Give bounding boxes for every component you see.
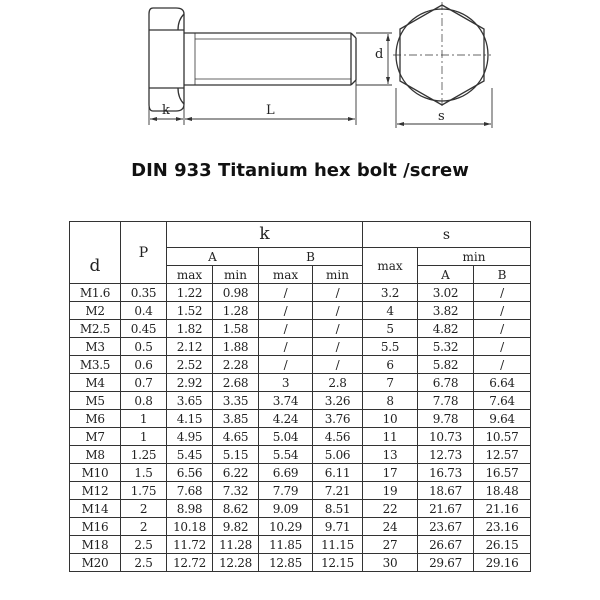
cell-sa-min: 6.78: [418, 374, 474, 392]
cell-ka-max: 3.65: [167, 392, 213, 410]
cell-ka-min: 9.82: [213, 518, 259, 536]
cell-kb-min: /: [313, 356, 363, 374]
cell-p: 0.45: [121, 320, 167, 338]
table-row: [70, 320, 531, 338]
bolt-head-end-view: [393, 2, 491, 108]
bolt-technical-drawing: [0, 0, 600, 140]
table-row: [70, 518, 531, 536]
cell-ka-min: 1.88: [213, 338, 259, 356]
cell-p: 0.4: [121, 302, 167, 320]
header-k-B-max: max: [259, 266, 313, 284]
cell-sa-min: 9.78: [418, 410, 474, 428]
cell-sb-min: /: [474, 302, 531, 320]
table-row: [70, 392, 531, 410]
cell-d: M5: [70, 392, 121, 410]
cell-sb-min: /: [474, 338, 531, 356]
cell-s-max: 7: [363, 374, 418, 392]
cell-kb-min: /: [313, 338, 363, 356]
cell-d: M6: [70, 410, 121, 428]
cell-s-max: 3.2: [363, 284, 418, 302]
header-k-B-min: min: [313, 266, 363, 284]
cell-s-max: 6: [363, 356, 418, 374]
cell-p: 1.25: [121, 446, 167, 464]
table-row: [70, 302, 531, 320]
table-row: [70, 410, 531, 428]
cell-ka-min: 7.32: [213, 482, 259, 500]
cell-p: 0.35: [121, 284, 167, 302]
cell-d: M10: [70, 464, 121, 482]
bolt-shank-side-view: [184, 33, 356, 85]
cell-sb-min: /: [474, 284, 531, 302]
cell-ka-min: 1.28: [213, 302, 259, 320]
cell-ka-min: 2.28: [213, 356, 259, 374]
cell-d: M12: [70, 482, 121, 500]
table-row: [70, 536, 531, 554]
cell-ka-min: 6.22: [213, 464, 259, 482]
cell-kb-min: 2.8: [313, 374, 363, 392]
cell-sa-min: 7.78: [418, 392, 474, 410]
cell-kb-max: 12.85: [259, 554, 313, 572]
cell-p: 1.75: [121, 482, 167, 500]
header-s-min-A: A: [418, 266, 474, 284]
cell-ka-min: 5.15: [213, 446, 259, 464]
table-body: [70, 284, 531, 572]
cell-sb-min: 18.48: [474, 482, 531, 500]
cell-ka-min: 1.58: [213, 320, 259, 338]
cell-kb-min: 11.15: [313, 536, 363, 554]
cell-sb-min: /: [474, 320, 531, 338]
cell-p: 1: [121, 410, 167, 428]
header-s-max: max: [363, 248, 418, 284]
cell-s-max: 17: [363, 464, 418, 482]
cell-sa-min: 3.02: [418, 284, 474, 302]
cell-ka-max: 4.95: [167, 428, 213, 446]
cell-s-max: 10: [363, 410, 418, 428]
table-row: [70, 464, 531, 482]
cell-d: M1.6: [70, 284, 121, 302]
cell-kb-max: /: [259, 320, 313, 338]
cell-kb-max: 11.85: [259, 536, 313, 554]
cell-sb-min: 9.64: [474, 410, 531, 428]
cell-d: M8: [70, 446, 121, 464]
header-d: d: [70, 222, 121, 284]
cell-kb-max: 4.24: [259, 410, 313, 428]
header-s: s: [363, 222, 531, 248]
cell-ka-max: 1.82: [167, 320, 213, 338]
header-k-A: A: [167, 248, 259, 266]
cell-sa-min: 4.82: [418, 320, 474, 338]
cell-s-max: 13: [363, 446, 418, 464]
cell-d: M20: [70, 554, 121, 572]
cell-d: M3: [70, 338, 121, 356]
cell-s-max: 27: [363, 536, 418, 554]
cell-ka-max: 5.45: [167, 446, 213, 464]
cell-sb-min: 16.57: [474, 464, 531, 482]
bolt-head-side-view: [149, 8, 184, 111]
cell-ka-min: 12.28: [213, 554, 259, 572]
cell-kb-min: 4.56: [313, 428, 363, 446]
cell-kb-max: 6.69: [259, 464, 313, 482]
cell-ka-min: 3.85: [213, 410, 259, 428]
cell-ka-max: 7.68: [167, 482, 213, 500]
cell-kb-min: 3.76: [313, 410, 363, 428]
cell-p: 2: [121, 500, 167, 518]
cell-sa-min: 10.73: [418, 428, 474, 446]
cell-p: 2.5: [121, 554, 167, 572]
cell-kb-max: /: [259, 338, 313, 356]
cell-kb-min: /: [313, 284, 363, 302]
cell-ka-max: 10.18: [167, 518, 213, 536]
header-k-A-max: max: [167, 266, 213, 284]
cell-p: 0.6: [121, 356, 167, 374]
cell-kb-min: 9.71: [313, 518, 363, 536]
cell-kb-min: 5.06: [313, 446, 363, 464]
cell-sa-min: 18.67: [418, 482, 474, 500]
cell-sb-min: 21.16: [474, 500, 531, 518]
cell-p: 0.7: [121, 374, 167, 392]
cell-kb-min: 8.51: [313, 500, 363, 518]
cell-ka-min: 3.35: [213, 392, 259, 410]
cell-p: 1.5: [121, 464, 167, 482]
page-title: DIN 933 Titanium hex bolt /screw: [131, 160, 469, 181]
header-s-min-B: B: [474, 266, 531, 284]
cell-sb-min: /: [474, 356, 531, 374]
cell-s-max: 22: [363, 500, 418, 518]
table-row: [70, 428, 531, 446]
cell-d: M4: [70, 374, 121, 392]
cell-ka-min: 11.28: [213, 536, 259, 554]
header-k: k: [167, 222, 363, 248]
cell-sa-min: 21.67: [418, 500, 474, 518]
cell-sa-min: 16.73: [418, 464, 474, 482]
cell-ka-min: 4.65: [213, 428, 259, 446]
cell-kb-max: /: [259, 284, 313, 302]
table-row: [70, 356, 531, 374]
header-k-A-min: min: [213, 266, 259, 284]
table-row: [70, 446, 531, 464]
dimension-label-k: k: [162, 103, 170, 118]
cell-s-max: 8: [363, 392, 418, 410]
dimension-label-d: d: [375, 47, 384, 62]
cell-d: M16: [70, 518, 121, 536]
cell-s-max: 19: [363, 482, 418, 500]
cell-ka-max: 1.52: [167, 302, 213, 320]
cell-kb-min: 12.15: [313, 554, 363, 572]
cell-ka-max: 4.15: [167, 410, 213, 428]
cell-s-max: 24: [363, 518, 418, 536]
cell-s-max: 30: [363, 554, 418, 572]
cell-kb-max: /: [259, 356, 313, 374]
cell-p: 0.8: [121, 392, 167, 410]
cell-d: M7: [70, 428, 121, 446]
cell-d: M18: [70, 536, 121, 554]
cell-kb-min: 6.11: [313, 464, 363, 482]
table-row: [70, 482, 531, 500]
cell-kb-min: 3.26: [313, 392, 363, 410]
cell-sb-min: 10.57: [474, 428, 531, 446]
dimension-label-L: L: [266, 103, 275, 118]
table-row: [70, 374, 531, 392]
cell-sa-min: 12.73: [418, 446, 474, 464]
cell-d: M2.5: [70, 320, 121, 338]
cell-ka-min: 8.62: [213, 500, 259, 518]
cell-sb-min: 26.15: [474, 536, 531, 554]
cell-kb-min: /: [313, 302, 363, 320]
cell-sa-min: 26.67: [418, 536, 474, 554]
cell-kb-max: 3.74: [259, 392, 313, 410]
cell-kb-min: 7.21: [313, 482, 363, 500]
cell-kb-max: 10.29: [259, 518, 313, 536]
cell-sb-min: 23.16: [474, 518, 531, 536]
cell-sa-min: 5.82: [418, 356, 474, 374]
cell-s-max: 5.5: [363, 338, 418, 356]
cell-kb-max: 7.79: [259, 482, 313, 500]
cell-ka-min: 2.68: [213, 374, 259, 392]
header-P: P: [121, 222, 167, 284]
cell-ka-max: 6.56: [167, 464, 213, 482]
cell-p: 0.5: [121, 338, 167, 356]
cell-ka-max: 12.72: [167, 554, 213, 572]
table-row: [70, 284, 531, 302]
cell-s-max: 11: [363, 428, 418, 446]
cell-kb-max: /: [259, 302, 313, 320]
cell-sb-min: 6.64: [474, 374, 531, 392]
cell-d: M2: [70, 302, 121, 320]
cell-p: 1: [121, 428, 167, 446]
cell-ka-max: 2.12: [167, 338, 213, 356]
cell-kb-max: 5.04: [259, 428, 313, 446]
spec-table: [69, 221, 531, 572]
cell-sa-min: 3.82: [418, 302, 474, 320]
cell-ka-max: 2.52: [167, 356, 213, 374]
cell-sb-min: 12.57: [474, 446, 531, 464]
cell-kb-max: 9.09: [259, 500, 313, 518]
cell-ka-max: 2.92: [167, 374, 213, 392]
cell-ka-max: 1.22: [167, 284, 213, 302]
cell-s-max: 4: [363, 302, 418, 320]
cell-kb-max: 5.54: [259, 446, 313, 464]
table-row: [70, 554, 531, 572]
cell-sa-min: 5.32: [418, 338, 474, 356]
cell-sa-min: 23.67: [418, 518, 474, 536]
cell-ka-max: 8.98: [167, 500, 213, 518]
cell-sb-min: 29.16: [474, 554, 531, 572]
cell-ka-max: 11.72: [167, 536, 213, 554]
dimension-label-s: s: [438, 109, 445, 124]
cell-p: 2.5: [121, 536, 167, 554]
cell-p: 2: [121, 518, 167, 536]
cell-kb-min: /: [313, 320, 363, 338]
cell-sb-min: 7.64: [474, 392, 531, 410]
table-row: [70, 500, 531, 518]
cell-sa-min: 29.67: [418, 554, 474, 572]
cell-kb-max: 3: [259, 374, 313, 392]
header-k-B: B: [259, 248, 363, 266]
cell-d: M14: [70, 500, 121, 518]
header-s-min: min: [418, 248, 531, 266]
cell-d: M3.5: [70, 356, 121, 374]
cell-s-max: 5: [363, 320, 418, 338]
table-row: [70, 338, 531, 356]
cell-ka-min: 0.98: [213, 284, 259, 302]
